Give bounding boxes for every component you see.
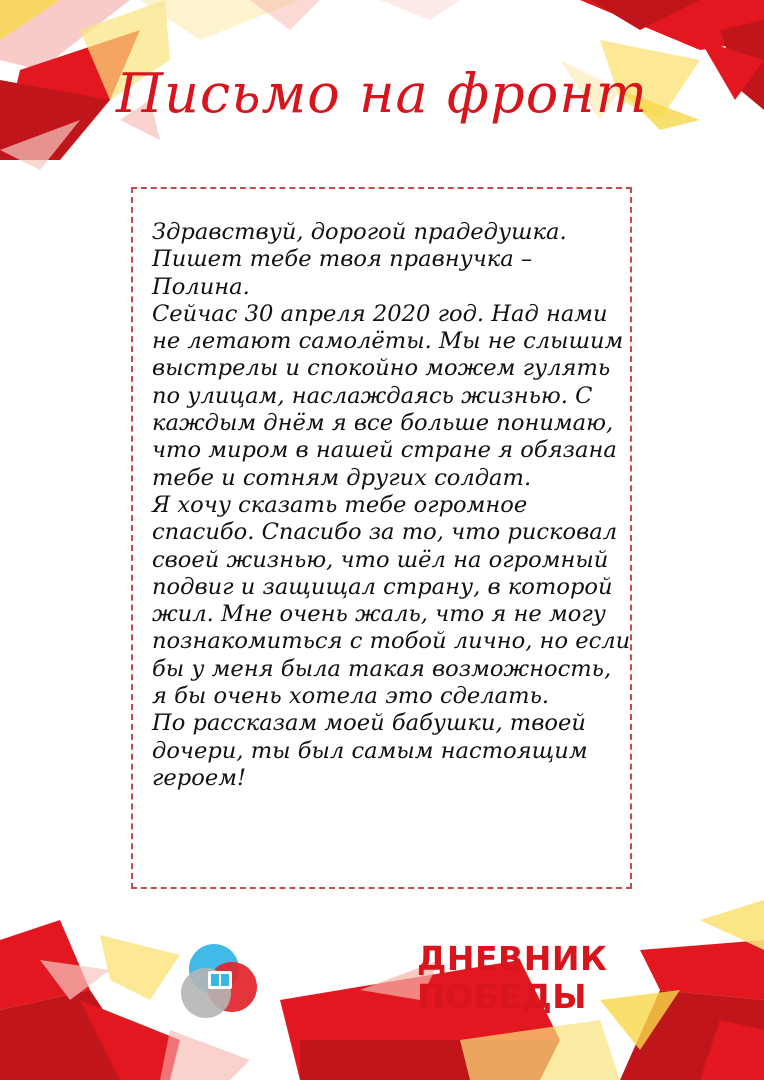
letter-line: выстрелы и спокойно можем гулять bbox=[152, 355, 611, 382]
letter-line: Я хочу сказать тебе огромное bbox=[152, 491, 528, 518]
letter-line: что миром в нашей стране я обязана bbox=[152, 437, 617, 464]
brand-line-1: ДНЕВНИК bbox=[417, 939, 608, 978]
letter-line: Полина. bbox=[152, 273, 250, 300]
letter-line: тебе и сотням других солдат. bbox=[152, 464, 532, 491]
letter-line: я бы очень хотела это сделать. bbox=[152, 683, 550, 710]
letter-line: не летают самолёты. Мы не слышим bbox=[152, 328, 624, 355]
letter-line: Сейчас 30 апреля 2020 год. Над нами bbox=[152, 300, 608, 327]
letter-body bbox=[152, 219, 631, 792]
letter-line: По рассказам моей бабушки, твоей bbox=[152, 710, 586, 737]
letter-line: подвиг и защищал страну, в которой bbox=[152, 573, 613, 600]
letter-line: Здравствуй, дорогой прадедушка. bbox=[152, 219, 567, 245]
letter-line: спасибо. Спасибо за то, что рисковал bbox=[152, 519, 618, 546]
letter-line: познакомиться с тобой лично, но если bbox=[152, 628, 631, 655]
page-title: Письмо на фронт bbox=[115, 62, 648, 125]
brand-name bbox=[417, 940, 617, 1016]
book-circles-logo-icon bbox=[170, 933, 270, 1033]
letter-line: каждым днём я все больше понимаю, bbox=[152, 410, 614, 437]
brand-line-2: ПОБЕДЫ bbox=[417, 977, 587, 1016]
letter-line: по улицам, наслаждаясь жизнью. С bbox=[152, 382, 593, 409]
letter-line: бы у меня была такая возможность, bbox=[152, 655, 612, 682]
letter-line: жил. Мне очень жаль, что я не могу bbox=[152, 601, 606, 628]
letter-line: героем! bbox=[152, 764, 247, 791]
letter-line: своей жизнью, что шёл на огромный bbox=[152, 546, 609, 573]
letter-line: дочери, ты был самым настоящим bbox=[152, 737, 588, 764]
letter-line: Пишет тебе твоя правнучка – bbox=[152, 246, 533, 273]
